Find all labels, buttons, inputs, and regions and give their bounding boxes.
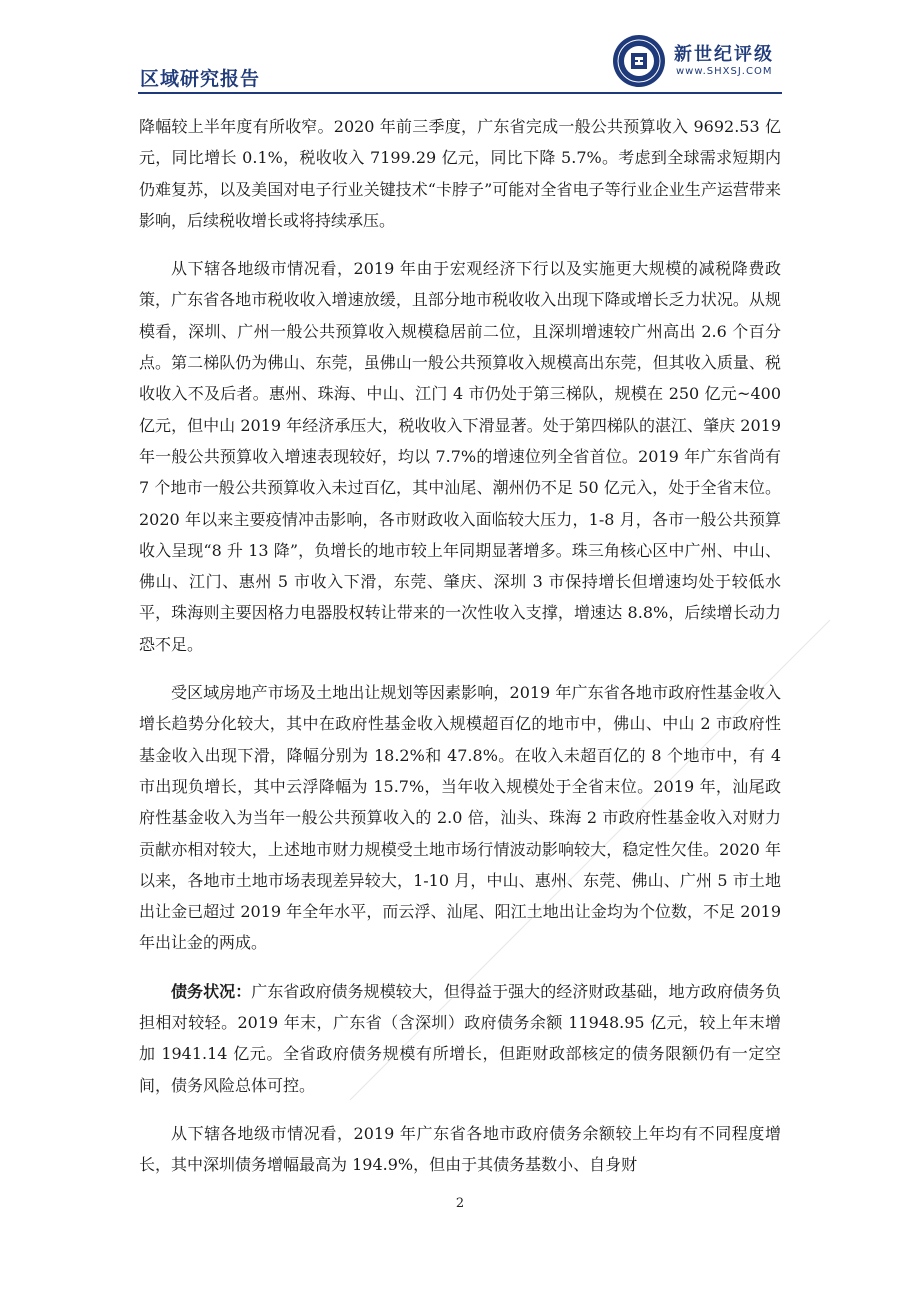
logo-company-name: 新世纪评级 [674, 44, 774, 65]
debt-status-heading: 债务状况： [171, 981, 252, 1001]
paragraph-5-text: 从下辖各地级市情况看，2019 年广东省各地市政府债务余额较上年均有不同程度增长，其中深圳债务增幅最高为 194.9%，但由于其债务基数小、自身财 [139, 1123, 781, 1175]
paragraph-4-text: 广东省政府债务规模较大，但得益于强大的经济财政基础，地方政府债务负担相对较轻。2019 年末，广东省（含深圳）政府债务余额 11948.95 亿元，较上年末增加 1941.14 亿元。全省政府债务规模有所增长，但距财政部核定的债务限额仍有一定空间，债务风险总体可控。 [139, 981, 781, 1095]
paragraph-5 [139, 1118, 781, 1181]
paragraph-3 [139, 677, 781, 959]
report-body [139, 111, 781, 1198]
paragraph-1 [139, 111, 781, 236]
page-number: 2 [455, 1196, 465, 1211]
paragraph-2 [139, 253, 781, 660]
logo-website: www.SHXSJ.COM [676, 66, 773, 77]
paragraph-1-text: 降幅较上半年度有所收窄。2020 年前三季度，广东省完成一般公共预算收入 9692.53 亿元，同比增长 0.1%，税收收入 7199.29 亿元，同比下降 5.7%。考虑到全球需求短期内仍难复苏，以及美国对电子行业关键技术“卡脖子”可能对全省电子等行业企业生产运营带来影响，后续税收增长或将持续承压。 [139, 117, 781, 230]
paragraph-4 [139, 976, 781, 1101]
paragraph-3-text: 受区域房地产市场及土地出让规划等因素影响，2019 年广东省各地市政府性基金收入增长趋势分化较大，其中在政府性基金收入规模超百亿的地市中，佛山、中山 2 市政府性基金收入出现下滑，降幅分别为 18.2%和 47.8%。在收入未超百亿的 8 个地市中，有 4 市出现负增长，其中云浮降幅为 15.7%，当年收入规模处于全省末位。2019 年，汕尾政府性基金收入为当年一般公共预算收入的 2.0 倍，汕头、珠海 2 市政府性基金收入对财力贡献亦相对较大，上述地市财力规模受土地市场行情波动影响较大，稳定性欠佳。2020 年以来，各地市土地市场表现差异较大，1-10 月，中山、惠州、东莞、佛山、广州 5 市土地出让金已超过 2019 年全年水平，而云浮、汕尾、阳江土地出让金均为个位数，不足 2019 年出让金的两成。 [139, 683, 781, 953]
report-section-title: 区域研究报告 [140, 68, 261, 90]
seal-logo-icon [612, 34, 666, 88]
paragraph-2-text: 从下辖各地级市情况看，2019 年由于宏观经济下行以及实施更大规模的减税降费政策，广东省各地市税收收入增速放缓，且部分地市税收收入出现下降或增长乏力状况。从规模看，深圳、广州一般公共预算收入规模稳居前二位，且深圳增速较广州高出 2.6 个百分点。第二梯队仍为佛山、东莞，虽佛山一般公共预算收入规模高出东莞，但其收入质量、税收收入不及后者。惠州、珠海、中山、江门 4 市仍处于第三梯队，规模在 250 亿元~400 亿元，但中山 2019 年经济承压大，税收收入下滑显著。处于第四梯队的湛江、肇庆 2019 年一般公共预算收入增速表现较好，均以 7.7%的增速位列全省首位。2019 年广东省尚有 7 个地市一般公共预算收入未过百亿，其中汕尾、潮州仍不足 50 亿元入，处于全省末位。2020 年以来主要疫情冲击影响，各市财政收入面临较大压力，1-8 月，各市一般公共预算收入呈现“8 升 13 降”，负增长的地市较上年同期显著增多。珠三角核心区中广州、中山、佛山、江门、惠州 5 市收入下滑，东莞、肇庆、深圳 3 市保持增长但增速均处于较低水平，珠海则主要因格力电器股权转让带来的一次性收入支撑，增速达 8.8%，后续增长动力恐不足。 [139, 259, 781, 654]
brand-logo [612, 34, 792, 90]
header-divider [138, 92, 782, 94]
